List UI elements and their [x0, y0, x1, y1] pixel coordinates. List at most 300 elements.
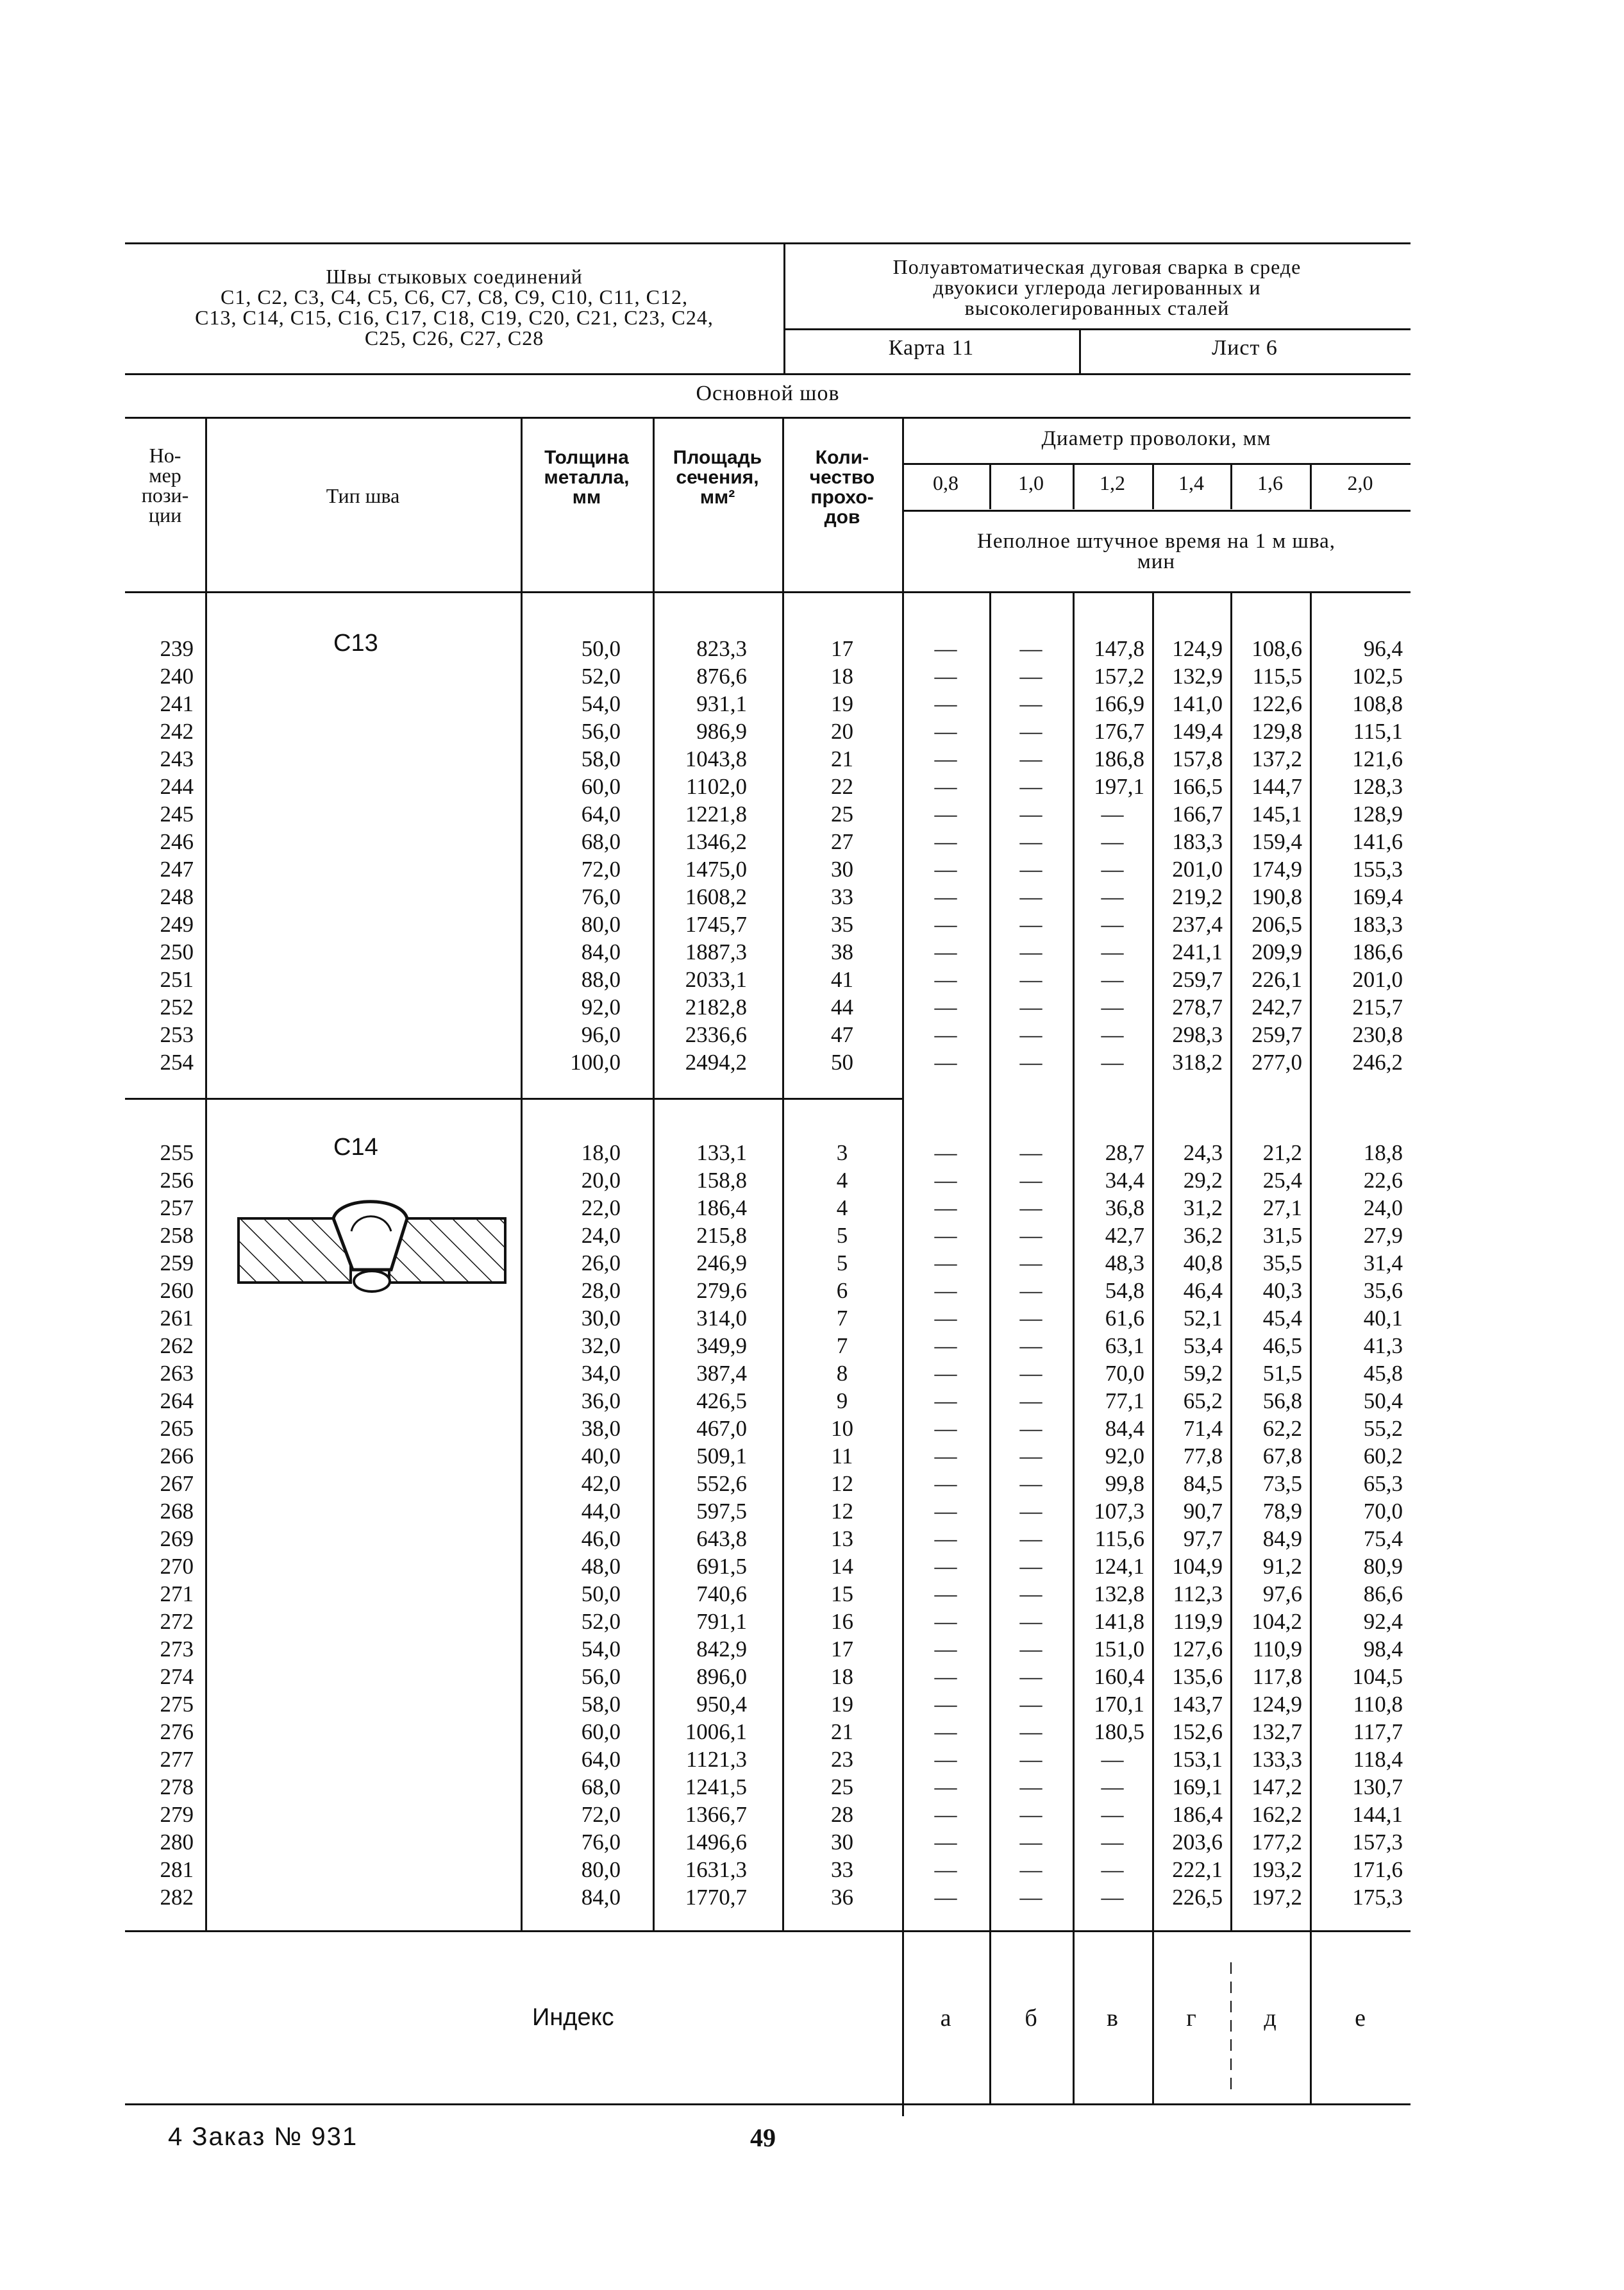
row-position: 282: [160, 1885, 194, 1910]
row-time-d6: 41,3: [1363, 1333, 1403, 1358]
row-time-d6: 92,4: [1363, 1609, 1403, 1634]
row-position: 247: [160, 857, 194, 882]
row-time-d3: —: [1101, 1774, 1124, 1799]
row-time-d6: 186,6: [1352, 939, 1403, 964]
row-time-d1: —: [934, 829, 957, 854]
row-passes: 4: [836, 1195, 848, 1220]
row-area: 2336,6: [685, 1022, 747, 1047]
row-position: 281: [160, 1857, 194, 1882]
row-time-d5: 56,8: [1262, 1388, 1302, 1413]
row-time-d3: —: [1101, 939, 1124, 964]
row-area: 1887,3: [685, 939, 747, 964]
row-time-d4: 65,2: [1183, 1388, 1223, 1413]
row-time-d5: 147,2: [1251, 1774, 1302, 1799]
row-time-d5: 51,5: [1262, 1361, 1302, 1386]
row-area: 552,6: [696, 1471, 747, 1496]
row-time-d6: 130,7: [1352, 1774, 1403, 1799]
row-thickness: 72,0: [581, 857, 621, 882]
row-time-d4: 298,3: [1172, 1022, 1223, 1047]
header-left-codes-2: C13, C14, C15, C16, C17, C18, C19, C20, C21, C23, C24,: [195, 306, 714, 329]
row-thickness: 54,0: [581, 691, 621, 716]
col-diameter-1: 0,8: [933, 471, 958, 494]
row-time-d6: 35,6: [1363, 1278, 1403, 1303]
row-area: 387,4: [696, 1361, 747, 1386]
row-time-d3: 124,1: [1094, 1554, 1144, 1579]
row-time-d6: 102,5: [1352, 664, 1403, 689]
col-diameter: Диаметр проволоки, мм: [1041, 427, 1271, 450]
row-passes: 19: [831, 691, 853, 716]
row-time-d4: 318,2: [1172, 1050, 1223, 1075]
row-time-d6: 45,8: [1363, 1361, 1403, 1386]
row-thickness: 76,0: [581, 1830, 621, 1855]
col-area: [653, 448, 782, 507]
row-time-d1: —: [934, 1719, 957, 1744]
row-passes: 28: [831, 1802, 853, 1827]
row-time-d3: 115,6: [1094, 1526, 1144, 1551]
row-passes: 11: [831, 1444, 853, 1469]
row-thickness: 56,0: [581, 1664, 621, 1689]
weld-plate-right: [389, 1218, 505, 1283]
row-time-d6: 128,3: [1352, 774, 1403, 799]
row-time-d4: 52,1: [1183, 1306, 1223, 1331]
row-position: 259: [160, 1250, 194, 1275]
row-position: 278: [160, 1774, 194, 1799]
row-area: 215,8: [696, 1223, 747, 1248]
row-passes: 9: [836, 1388, 848, 1413]
row-time-d2: —: [1019, 1526, 1042, 1551]
row-time-d6: 246,2: [1352, 1050, 1403, 1075]
col-time-2: мин: [1137, 550, 1176, 573]
row-time-d6: 96,4: [1363, 636, 1403, 661]
seam-label-c13: C13: [333, 630, 378, 657]
row-time-d1: —: [934, 857, 957, 882]
row-time-d4: 90,7: [1183, 1499, 1223, 1524]
row-time-d1: —: [934, 802, 957, 827]
row-time-d3: 77,1: [1105, 1388, 1144, 1413]
row-time-d4: 71,4: [1183, 1416, 1223, 1441]
row-position: 261: [160, 1306, 194, 1331]
row-thickness: 68,0: [581, 829, 621, 854]
row-time-d3: —: [1101, 995, 1124, 1020]
row-time-d5: 242,7: [1251, 995, 1302, 1020]
row-time-d4: 46,4: [1183, 1278, 1223, 1303]
row-time-d3: 54,8: [1105, 1278, 1144, 1303]
row-area: 896,0: [696, 1664, 747, 1689]
row-time-d1: —: [934, 691, 957, 716]
row-position: 243: [160, 746, 194, 771]
row-time-d5: 206,5: [1251, 912, 1302, 937]
row-passes: 27: [831, 829, 853, 854]
row-passes: 21: [831, 1719, 853, 1744]
row-passes: 33: [831, 884, 853, 909]
col-passes-1: Коли-: [815, 447, 869, 468]
row-time-d4: 278,7: [1172, 995, 1223, 1020]
row-time-d6: 201,0: [1352, 967, 1403, 992]
row-time-d5: 110,9: [1252, 1637, 1302, 1662]
row-position: 260: [160, 1278, 194, 1303]
row-area: 1221,8: [685, 802, 747, 827]
row-time-d3: 42,7: [1105, 1223, 1144, 1248]
row-passes: 5: [836, 1250, 848, 1275]
row-position: 270: [160, 1554, 194, 1579]
row-time-d5: 197,2: [1251, 1885, 1302, 1910]
row-time-d2: —: [1019, 1195, 1042, 1220]
row-thickness: 92,0: [581, 995, 621, 1020]
row-time-d4: 77,8: [1183, 1444, 1223, 1469]
row-time-d4: 152,6: [1172, 1719, 1223, 1744]
row-time-d2: —: [1019, 1140, 1042, 1165]
row-time-d3: 157,2: [1094, 664, 1144, 689]
row-area: 1006,1: [685, 1719, 747, 1744]
row-passes: 18: [831, 1664, 853, 1689]
row-time-d6: 171,6: [1352, 1857, 1403, 1882]
row-time-d3: 92,0: [1105, 1444, 1144, 1469]
row-passes: 4: [836, 1168, 848, 1193]
col-thickness: [521, 448, 653, 507]
row-position: 253: [160, 1022, 194, 1047]
row-time-d2: —: [1019, 1361, 1042, 1386]
row-time-d2: —: [1019, 1499, 1042, 1524]
row-time-d6: 24,0: [1363, 1195, 1403, 1220]
row-position: 241: [160, 691, 194, 716]
row-time-d4: 186,4: [1172, 1802, 1223, 1827]
row-time-d5: 122,6: [1251, 691, 1302, 716]
row-time-d3: 170,1: [1094, 1692, 1144, 1717]
row-position: 267: [160, 1471, 194, 1496]
row-passes: 23: [831, 1747, 853, 1772]
row-time-d3: 107,3: [1094, 1499, 1144, 1524]
row-thickness: 80,0: [581, 912, 621, 937]
row-thickness: 68,0: [581, 1774, 621, 1799]
row-time-d1: —: [934, 1581, 957, 1606]
row-thickness: 34,0: [581, 1361, 621, 1386]
row-thickness: 48,0: [581, 1554, 621, 1579]
row-time-d5: 104,2: [1251, 1609, 1302, 1634]
row-passes: 16: [831, 1609, 853, 1634]
row-position: 273: [160, 1637, 194, 1662]
row-area: 1241,5: [685, 1774, 747, 1799]
row-area: 1608,2: [685, 884, 747, 909]
index-letter-3: в: [1107, 2005, 1118, 2032]
row-time-d2: —: [1019, 1306, 1042, 1331]
row-time-d6: 175,3: [1352, 1885, 1403, 1910]
row-time-d5: 67,8: [1262, 1444, 1302, 1469]
col-position: [125, 446, 205, 525]
row-time-d1: —: [934, 1306, 957, 1331]
row-area: 1475,0: [685, 857, 747, 882]
row-thickness: 50,0: [581, 1581, 621, 1606]
row-passes: 33: [831, 1857, 853, 1882]
row-time-d1: —: [934, 1499, 957, 1524]
row-thickness: 56,0: [581, 719, 621, 744]
row-time-d2: —: [1019, 719, 1042, 744]
row-thickness: 84,0: [581, 1885, 621, 1910]
col-position-2: мер: [149, 464, 181, 487]
row-passes: 44: [831, 995, 853, 1020]
row-time-d2: —: [1019, 1857, 1042, 1882]
row-time-d5: 46,5: [1262, 1333, 1302, 1358]
row-passes: 17: [831, 1637, 853, 1662]
row-time-d5: 132,7: [1251, 1719, 1302, 1744]
row-time-d6: 110,8: [1353, 1692, 1403, 1717]
row-time-d4: 157,8: [1172, 746, 1223, 771]
row-time-d4: 237,4: [1172, 912, 1223, 937]
row-time-d5: 259,7: [1251, 1022, 1302, 1047]
row-time-d5: 117,8: [1252, 1664, 1302, 1689]
col-passes-3: прохо-: [810, 487, 874, 508]
row-time-d6: 31,4: [1363, 1250, 1403, 1275]
row-time-d4: 219,2: [1172, 884, 1223, 909]
row-time-d3: —: [1101, 1050, 1124, 1075]
weld-root: [354, 1271, 390, 1292]
col-passes-2: чество: [809, 467, 875, 488]
row-passes: 36: [831, 1885, 853, 1910]
row-time-d2: —: [1019, 1747, 1042, 1772]
row-thickness: 26,0: [581, 1250, 621, 1275]
row-thickness: 24,0: [581, 1223, 621, 1248]
row-position: 249: [160, 912, 194, 937]
row-time-d4: 226,5: [1172, 1885, 1223, 1910]
row-passes: 8: [836, 1361, 848, 1386]
row-time-d3: 28,7: [1105, 1140, 1144, 1165]
row-time-d6: 118,4: [1353, 1747, 1403, 1772]
row-time-d6: 104,5: [1352, 1664, 1403, 1689]
row-time-d1: —: [934, 1388, 957, 1413]
row-time-d3: 166,9: [1094, 691, 1144, 716]
row-passes: 7: [836, 1333, 848, 1358]
row-time-d3: 70,0: [1105, 1361, 1144, 1386]
row-thickness: 20,0: [581, 1168, 621, 1193]
row-time-d1: —: [934, 1050, 957, 1075]
row-area: 349,9: [696, 1333, 747, 1358]
col-area-2: сечения,: [676, 467, 759, 488]
row-time-d4: 112,3: [1173, 1581, 1223, 1606]
row-thickness: 96,0: [581, 1022, 621, 1047]
row-thickness: 84,0: [581, 939, 621, 964]
row-time-d1: —: [934, 1022, 957, 1047]
row-time-d4: 36,2: [1183, 1223, 1223, 1248]
row-time-d1: —: [934, 1195, 957, 1220]
row-time-d2: —: [1019, 636, 1042, 661]
row-time-d5: 177,2: [1251, 1830, 1302, 1855]
row-time-d6: 108,8: [1352, 691, 1403, 716]
page-number: 49: [750, 2123, 776, 2152]
row-area: 2494,2: [685, 1050, 747, 1075]
row-area: 876,6: [696, 664, 747, 689]
row-thickness: 22,0: [581, 1195, 621, 1220]
row-time-d3: —: [1101, 857, 1124, 882]
row-position: 266: [160, 1444, 194, 1469]
header-right-line-1: Полуавтоматическая дуговая сварка в среде: [892, 255, 1302, 278]
row-time-d5: 137,2: [1251, 746, 1302, 771]
row-time-d4: 24,3: [1183, 1140, 1223, 1165]
row-time-d6: 115,1: [1353, 719, 1403, 744]
row-position: 248: [160, 884, 194, 909]
row-area: 426,5: [696, 1388, 747, 1413]
header-left-codes-1: C1, C2, C3, C4, C5, C6, C7, C8, C9, C10, C11, C12,: [221, 285, 688, 308]
row-position: 272: [160, 1609, 194, 1634]
row-thickness: 18,0: [581, 1140, 621, 1165]
row-time-d4: 203,6: [1172, 1830, 1223, 1855]
row-time-d1: —: [934, 1774, 957, 1799]
row-time-d4: 97,7: [1183, 1526, 1223, 1551]
row-time-d6: 98,4: [1363, 1637, 1403, 1662]
row-thickness: 28,0: [581, 1278, 621, 1303]
row-time-d6: 215,7: [1352, 995, 1403, 1020]
row-time-d6: 40,1: [1363, 1306, 1403, 1331]
row-time-d5: 193,2: [1251, 1857, 1302, 1882]
row-position: 263: [160, 1361, 194, 1386]
row-time-d4: 222,1: [1172, 1857, 1223, 1882]
row-time-d2: —: [1019, 1223, 1042, 1248]
row-area: 643,8: [696, 1526, 747, 1551]
row-time-d6: 80,9: [1363, 1554, 1403, 1579]
row-thickness: 60,0: [581, 1719, 621, 1744]
row-time-d3: —: [1101, 829, 1124, 854]
row-time-d3: —: [1101, 1857, 1124, 1882]
row-thickness: 40,0: [581, 1444, 621, 1469]
row-position: 256: [160, 1168, 194, 1193]
row-position: 279: [160, 1802, 194, 1827]
row-time-d3: 84,4: [1105, 1416, 1144, 1441]
row-time-d1: —: [934, 1444, 957, 1469]
row-time-d2: —: [1019, 1050, 1042, 1075]
row-passes: 18: [831, 664, 853, 689]
row-time-d2: —: [1019, 1444, 1042, 1469]
index-letter-4: г: [1186, 2005, 1196, 2032]
row-time-d2: —: [1019, 995, 1042, 1020]
col-passes-4: дов: [824, 507, 860, 528]
row-thickness: 32,0: [581, 1333, 621, 1358]
row-passes: 3: [836, 1140, 848, 1165]
row-time-d5: 145,1: [1251, 802, 1302, 827]
row-position: 254: [160, 1050, 194, 1075]
row-thickness: 30,0: [581, 1306, 621, 1331]
row-passes: 17: [831, 636, 853, 661]
row-time-d4: 29,2: [1183, 1168, 1223, 1193]
row-time-d1: —: [934, 1333, 957, 1358]
row-time-d3: —: [1101, 1802, 1124, 1827]
row-time-d4: 241,1: [1172, 939, 1223, 964]
row-time-d1: —: [934, 1250, 957, 1275]
row-thickness: 52,0: [581, 1609, 621, 1634]
row-passes: 25: [831, 802, 853, 827]
row-thickness: 54,0: [581, 1637, 621, 1662]
row-time-d4: 183,3: [1172, 829, 1223, 854]
row-thickness: 76,0: [581, 884, 621, 909]
header-right-line-3: высоколегированных сталей: [964, 296, 1230, 319]
row-position: 250: [160, 939, 194, 964]
row-time-d6: 144,1: [1352, 1802, 1403, 1827]
row-position: 255: [160, 1140, 194, 1165]
row-time-d2: —: [1019, 1609, 1042, 1634]
row-time-d4: 59,2: [1183, 1361, 1223, 1386]
row-time-d4: 40,8: [1183, 1250, 1223, 1275]
row-time-d6: 75,4: [1363, 1526, 1403, 1551]
row-time-d6: 60,2: [1363, 1444, 1403, 1469]
row-time-d3: —: [1101, 1022, 1124, 1047]
row-area: 1121,3: [686, 1747, 747, 1772]
row-position: 274: [160, 1664, 194, 1689]
row-time-d5: 162,2: [1251, 1802, 1302, 1827]
row-time-d5: 108,6: [1251, 636, 1302, 661]
row-time-d3: 197,1: [1094, 774, 1144, 799]
row-area: 691,5: [696, 1554, 747, 1579]
header-right-line-2: двуокиси углерода легированных и: [933, 276, 1261, 299]
row-position: 240: [160, 664, 194, 689]
row-time-d2: —: [1019, 1692, 1042, 1717]
row-passes: 7: [836, 1306, 848, 1331]
row-area: 823,3: [696, 636, 747, 661]
row-time-d2: —: [1019, 1278, 1042, 1303]
row-passes: 12: [831, 1499, 853, 1524]
row-area: 2182,8: [685, 995, 747, 1020]
row-time-d1: —: [934, 1140, 957, 1165]
row-time-d1: —: [934, 939, 957, 964]
row-passes: 30: [831, 1830, 853, 1855]
row-time-d1: —: [934, 1361, 957, 1386]
row-time-d1: —: [934, 1802, 957, 1827]
row-thickness: 58,0: [581, 1692, 621, 1717]
row-passes: 35: [831, 912, 853, 937]
row-time-d4: 201,0: [1172, 857, 1223, 882]
row-time-d5: 129,8: [1251, 719, 1302, 744]
row-time-d3: 132,8: [1094, 1581, 1144, 1606]
row-time-d2: —: [1019, 857, 1042, 882]
card-number: Карта 11: [888, 336, 975, 360]
row-time-d3: 36,8: [1105, 1195, 1144, 1220]
row-time-d5: 62,2: [1262, 1416, 1302, 1441]
row-position: 242: [160, 719, 194, 744]
row-area: 1366,7: [685, 1802, 747, 1827]
row-position: 251: [160, 967, 194, 992]
row-time-d6: 70,0: [1363, 1499, 1403, 1524]
row-time-d5: 27,1: [1262, 1195, 1302, 1220]
footer-order: 4 Заказ № 931: [168, 2123, 358, 2151]
header-left-codes-3: C25, C26, C27, C28: [364, 326, 544, 349]
row-time-d3: 99,8: [1105, 1471, 1144, 1496]
col-diameter-4: 1,4: [1178, 471, 1204, 494]
row-time-d4: 149,4: [1172, 719, 1223, 744]
row-time-d5: 21,2: [1262, 1140, 1302, 1165]
row-time-d1: —: [934, 1664, 957, 1689]
row-time-d6: 86,6: [1363, 1581, 1403, 1606]
row-time-d1: —: [934, 1830, 957, 1855]
row-area: 509,1: [696, 1444, 747, 1469]
row-time-d2: —: [1019, 774, 1042, 799]
row-time-d3: —: [1101, 884, 1124, 909]
row-passes: 14: [831, 1554, 853, 1579]
row-time-d5: 277,0: [1251, 1050, 1302, 1075]
row-position: 252: [160, 995, 194, 1020]
row-time-d2: —: [1019, 1471, 1042, 1496]
row-time-d6: 230,8: [1352, 1022, 1403, 1047]
row-time-d2: —: [1019, 1637, 1042, 1662]
header-left-title: Швы стыковых соединений: [326, 265, 583, 288]
row-time-d3: 63,1: [1105, 1333, 1144, 1358]
row-time-d5: 174,9: [1251, 857, 1302, 882]
row-time-d6: 27,9: [1363, 1223, 1403, 1248]
row-time-d2: —: [1019, 1168, 1042, 1193]
row-area: 133,1: [696, 1140, 747, 1165]
row-area: 1496,6: [685, 1830, 747, 1855]
row-area: 740,6: [696, 1581, 747, 1606]
col-passes: [782, 448, 902, 527]
row-position: 265: [160, 1416, 194, 1441]
row-time-d3: 34,4: [1105, 1168, 1144, 1193]
row-time-d3: 176,7: [1094, 719, 1144, 744]
row-passes: 20: [831, 719, 853, 744]
